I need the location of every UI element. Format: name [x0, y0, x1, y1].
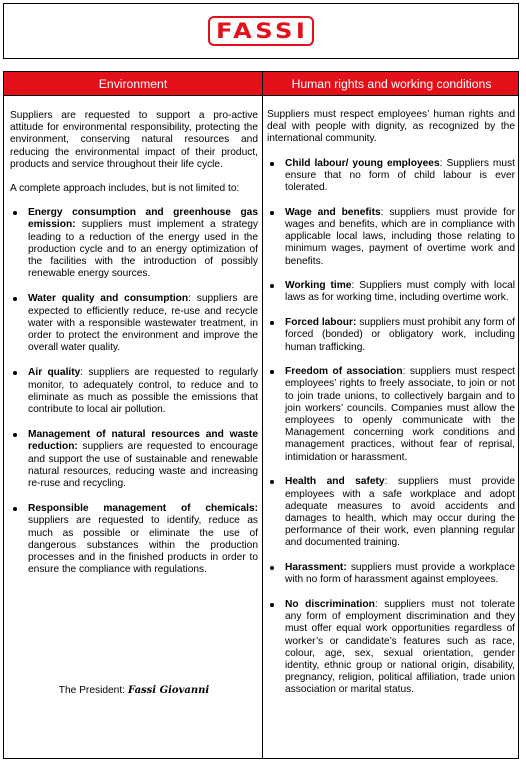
item-title: Wage and benefits — [285, 206, 381, 218]
item-title: Forced labour: — [285, 317, 357, 329]
column-divider — [262, 72, 263, 758]
list-item — [10, 367, 258, 416]
item-text: : Suppliers must ensure that no form of child labour is ever tolerated. — [285, 157, 515, 194]
environment-column — [10, 110, 258, 696]
item-title: Freedom of association — [285, 366, 403, 378]
code-of-conduct-table — [3, 71, 519, 759]
signature-label: The President: — [58, 685, 126, 696]
list-item — [10, 429, 258, 490]
item-title: Harassment: — [285, 562, 347, 574]
environment-header: Environment — [98, 77, 168, 91]
list-item — [10, 293, 258, 354]
list-item — [267, 207, 515, 268]
list-item — [267, 476, 515, 549]
item-text: suppliers are requested to identify, reduce as much as possible or eliminate the use of dangerous substances within the production processes and in the finished products in order to ensure the compliance with regulations. — [28, 515, 258, 576]
environment-intro: Suppliers are requested to support a pro-active attitude for environmental responsibility, protecting the environment, conserving natural resources and reducing the environmental impact of their product, products and service throughout their life cycle. — [10, 110, 258, 170]
human-rights-column — [267, 109, 515, 709]
environment-approach: A complete approach includes, but is not limited to: — [10, 183, 240, 195]
item-text: suppliers must implement a strategy leading to a reduction of the energy used in the production cycle and to an energy optimization of the facilities with the introduction of possibly renewable energy sources. — [28, 219, 258, 280]
item-title: Air quality — [28, 367, 81, 379]
item-title: Management of natural resources and waste reduction: — [28, 429, 258, 453]
logo-text: FASSI — [215, 19, 309, 43]
item-text: : suppliers must provide for wages and benefits, which are in compliance with applicable local laws, including those relating to minimum wages, payment of overtime work and benefits. — [285, 206, 515, 267]
item-text: : suppliers must provide employees with a safe workplace and adopt adequate measures to avoid accidents and damages to health, which may occur during the performance of their work, even planning regular and documented training. — [285, 476, 515, 549]
list-item — [267, 158, 515, 195]
human-rights-intro: Suppliers must respect employees’ human rights and deal with people with dignity, as recognized by the international community. — [267, 109, 515, 145]
list-item — [267, 562, 515, 586]
item-text: suppliers must prohibit any form of forced (bonded) or obligatory work, including human trafficking. — [285, 317, 515, 353]
item-text: : suppliers are expected to efficiently reduce, re-use and recycle water with a responsible wastewater treatment, in order to protect the environment and improve the overall water quality. — [28, 293, 258, 354]
list-item — [267, 599, 515, 697]
item-title: Health and safety — [285, 476, 385, 488]
list-item — [267, 280, 515, 304]
item-text: : Suppliers must comply with local laws as for working time, including overtime work. — [285, 280, 515, 304]
item-text: : suppliers are requested to regularly monitor, to adequately control, to reduce and to eliminate as much as possible the emissions that contribute to local air pollution. — [28, 367, 258, 416]
item-text: : suppliers must not tolerate any form of employment discrimination and they must offer equal work opportunities regardless of worker’s or candidate’s features such as race, colour, age, sex, sexual orientation, gender identity, ethnic group or national origin, disability, pregnancy, religion, political affiliation, trade union association or marital status. — [285, 599, 516, 696]
signature-name: Fassi Giovanni — [128, 685, 210, 696]
list-item — [10, 207, 258, 280]
human-rights-list — [267, 158, 515, 697]
item-title: Child labour/ young employees — [285, 157, 440, 169]
fassi-logo — [208, 16, 314, 46]
item-title: Water quality and consumption — [28, 293, 189, 305]
item-text: suppliers are requested to encourage and support the use of sustainable and renewable natural resources, reducing waste and increasing re-ruse and recycling. — [28, 441, 258, 490]
human-rights-header: Human rights and working conditions — [291, 77, 492, 91]
president-signature-line — [10, 685, 258, 697]
item-text: : suppliers must respect employees’ rights to freely associate, to join or not to join trade unions, to collectively bargain and to join workers’ councils. Companies must allow the employees to openly communicate with the Management concerning work conditions and management practices, without fear of reprisal, intimidation or harassment. — [285, 366, 515, 463]
list-item — [10, 503, 258, 576]
header-box — [3, 3, 519, 59]
item-title: Working time — [285, 280, 352, 292]
environment-list — [10, 207, 258, 576]
list-item — [267, 317, 515, 354]
item-title: Energy consumption and greenhouse gas emission: — [28, 207, 258, 231]
item-text: suppliers must provide a workplace with no form of harassment against employees. — [285, 562, 515, 586]
item-title: Responsible management of chemicals: — [28, 503, 258, 515]
list-item — [267, 366, 515, 464]
item-title: No discrimination — [285, 599, 375, 610]
table-header-row — [4, 72, 518, 96]
